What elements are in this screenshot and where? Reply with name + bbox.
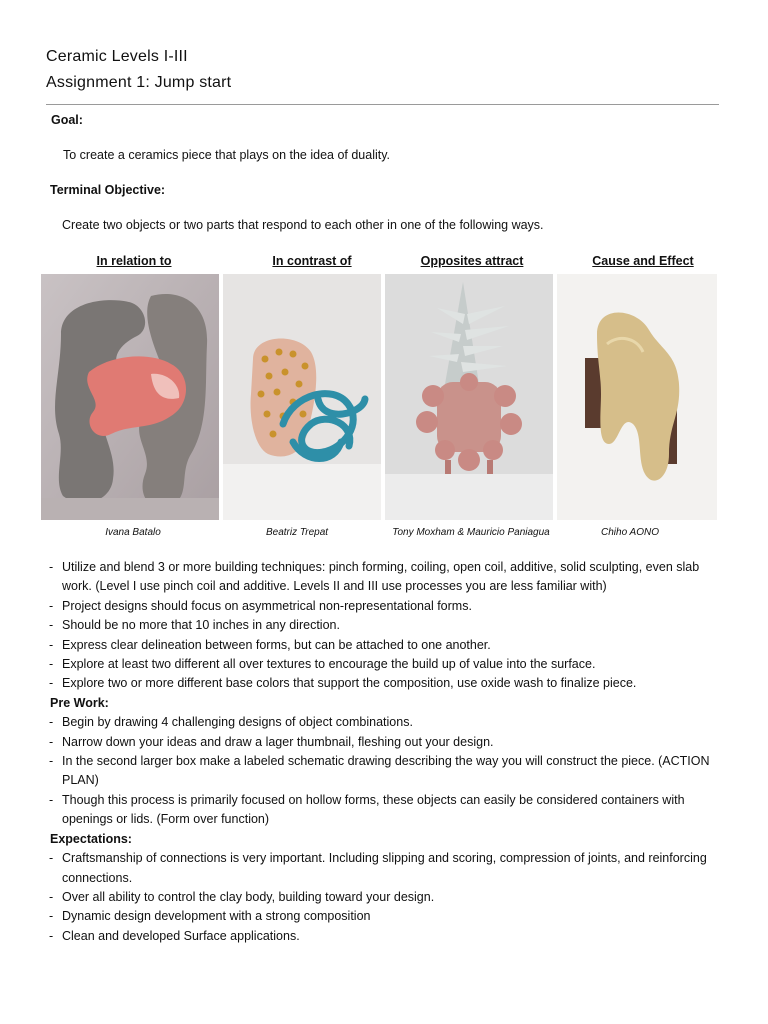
list-item: - Though this process is primarily focused on hollow forms, these objects can easily be considered containers with openings or lids. (Form over function): [48, 791, 728, 830]
objective-text: Create two objects or two parts that respond to each other in one of the following ways.: [62, 218, 544, 232]
caption-chiho-aono: Chiho AONO: [601, 527, 659, 538]
list-item: - Explore at least two different all over textures to encourage the build up of value into the surface.: [48, 655, 728, 674]
list-item: - Utilize and blend 3 or more building techniques: pinch forming, coiling, open coil, additive, solid sculpting, even slab work. (Level I use pinch coil and additive. Levels II and III use processes you are less familiar with): [48, 558, 728, 597]
objective-label: Terminal Objective:: [50, 183, 166, 197]
photo-beatriz-trepat: [223, 274, 381, 520]
caption-moxham-paniagua: Tony Moxham & Mauricio Paniagua: [392, 527, 550, 538]
list-item: - Craftsmanship of connections is very important. Including slipping and scoring, compression of joints, and reinforcing connections.: [48, 849, 728, 888]
heading-cause-and-effect: Cause and Effect: [592, 254, 694, 268]
assignment-details: [48, 558, 728, 946]
heading-in-relation-to: In relation to: [96, 254, 172, 268]
heading-in-contrast-of: In contrast of: [272, 254, 352, 268]
goal-text: To create a ceramics piece that plays on the idea of duality.: [63, 148, 391, 162]
list-item: - Over all ability to control the clay body, building toward your design.: [48, 888, 728, 907]
prework-label: Pre Work:: [50, 695, 109, 710]
header-divider: [46, 104, 719, 105]
list-item: - Clean and developed Surface applications.: [48, 927, 728, 946]
caption-beatriz-trepat: Beatriz Trepat: [265, 527, 329, 538]
list-item: - Narrow down your ideas and draw a lager thumbnail, fleshing out your design.: [48, 733, 728, 752]
photo-moxham-paniagua: [385, 274, 553, 520]
list-item: - Should be no more that 10 inches in any direction.: [48, 616, 728, 635]
list-item: - Express clear delineation between forms, but can be attached to one another.: [48, 636, 728, 655]
goal-label: Goal:: [51, 113, 83, 127]
photo-chiho-aono: [557, 274, 717, 520]
list-item: - Begin by drawing 4 challenging designs of object combinations.: [48, 713, 728, 732]
photo-ivana-batalo: [41, 274, 219, 520]
list-item: - In the second larger box make a labeled schematic drawing describing the way you will construct the piece. (ACTION PLAN): [48, 752, 728, 791]
list-item: - Dynamic design development with a strong composition: [48, 907, 728, 926]
heading-opposites-attract: Opposites attract: [420, 254, 524, 268]
course-title: Ceramic Levels I-III: [46, 48, 188, 65]
assignment-title: Assignment 1: Jump start: [46, 74, 232, 91]
list-item: - Explore two or more different base colors that support the composition, use oxide wash to finalize piece.: [48, 674, 728, 693]
list-item: - Project designs should focus on asymmetrical non-representational forms.: [48, 597, 728, 616]
caption-ivana-batalo: Ivana Batalo: [105, 527, 161, 538]
expectations-label: Expectations:: [50, 831, 132, 846]
